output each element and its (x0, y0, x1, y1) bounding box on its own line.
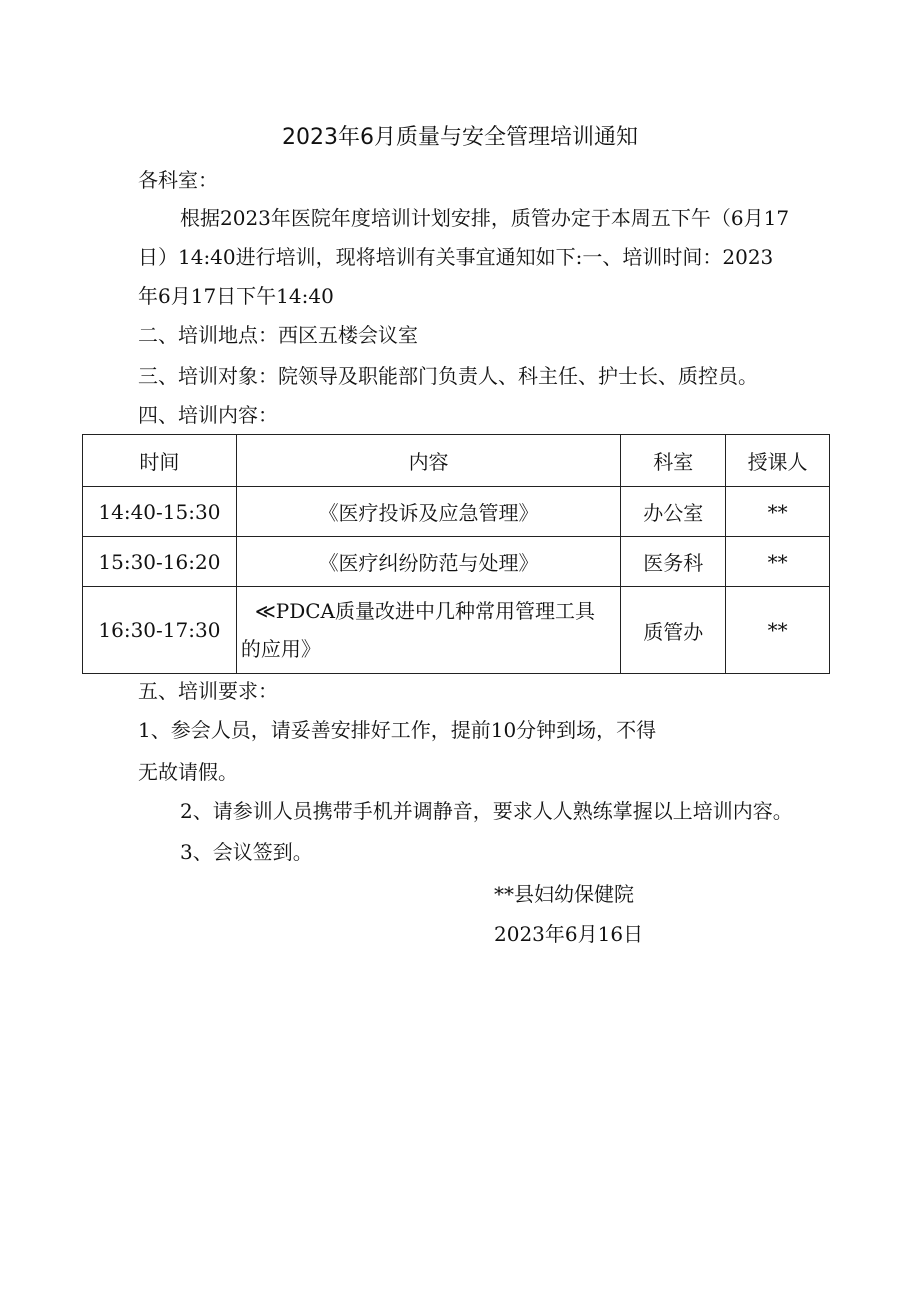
signature-date: 2023年6月16日 (494, 922, 644, 946)
requirements-heading: 五、培训要求： (138, 679, 278, 703)
table-header-row (83, 435, 830, 487)
requirement-3: 3、会议签到。 (180, 840, 313, 864)
row-content: 《医疗投诉及应急管理》 (236, 487, 620, 537)
header-content: 内容 (236, 435, 620, 487)
requirement-1-line-2: 无故请假。 (138, 760, 238, 784)
row-time: 16:30-17:30 (83, 587, 237, 674)
row-time: 15:30-16:20 (83, 537, 237, 587)
intro-line-3: 年6月17日下午14:40 (138, 284, 334, 308)
header-dept: 科室 (621, 435, 726, 487)
location-line: 二、培训地点：西区五楼会议室 (138, 323, 418, 347)
row-time: 14:40-15:30 (83, 487, 237, 537)
row-dept: 医务科 (621, 537, 726, 587)
notice-title: 2023年6月质量与安全管理培训通知 (282, 125, 638, 150)
table-row (83, 537, 830, 587)
header-lecturer: 授课人 (726, 435, 830, 487)
audience-line: 三、培训对象：院领导及职能部门负责人、科主任、护士长、质控员。 (138, 364, 758, 388)
intro-line-2: 日）14:40进行培训，现将培训有关事宜通知如下:一、培训时间：2023 (138, 245, 774, 269)
row-lecturer: ** (726, 537, 830, 587)
header-time: 时间 (83, 435, 237, 487)
row-content (236, 587, 620, 674)
salutation: 各科室： (138, 168, 218, 192)
content-heading: 四、培训内容： (138, 403, 278, 427)
signature-org: **县妇幼保健院 (494, 882, 634, 906)
row-dept: 办公室 (621, 487, 726, 537)
schedule-table (82, 434, 830, 674)
requirement-2: 2、请参训人员携带手机并调静音，要求人人熟练掌握以上培训内容。 (180, 799, 793, 823)
table-row (83, 487, 830, 537)
intro-line-1: 根据2023年医院年度培训计划安排，质管办定于本周五下午（6月17 (180, 206, 790, 230)
table-row (83, 587, 830, 674)
row-lecturer: ** (726, 487, 830, 537)
row-content: 《医疗纠纷防范与处理》 (236, 537, 620, 587)
row-content-line-2: 的应用》 (240, 637, 321, 661)
requirement-1-line-1: 1、参会人员，请妥善安排好工作，提前10分钟到场，不得 (138, 718, 657, 742)
row-dept: 质管办 (621, 587, 726, 674)
row-content-line-1: ≪PDCA质量改进中几种常用管理工具 (254, 599, 596, 623)
row-lecturer: ** (726, 587, 830, 674)
